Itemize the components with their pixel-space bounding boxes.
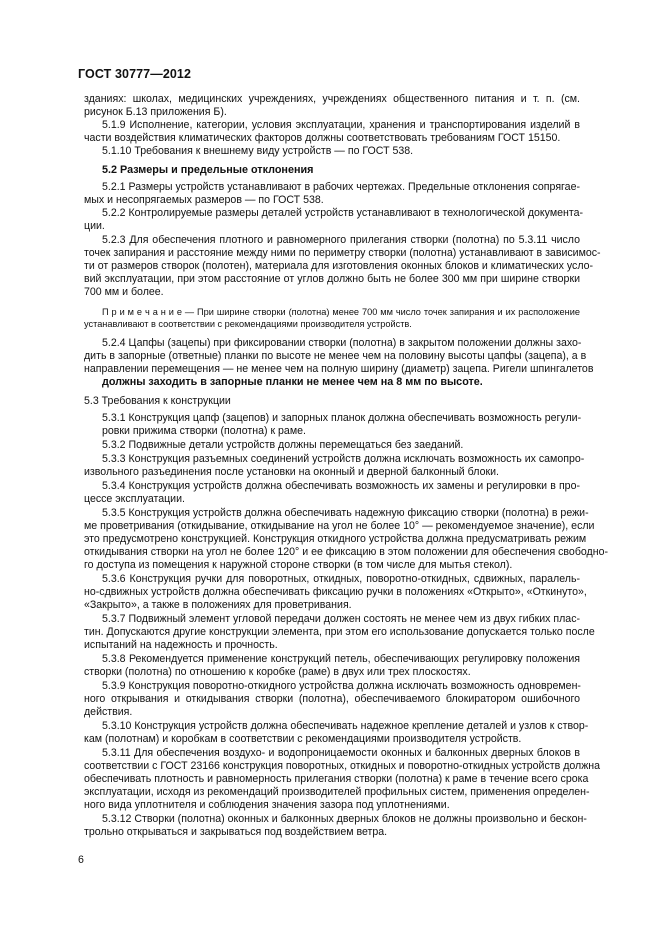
text-line: 5.3 Требования к конструкции — [84, 395, 231, 407]
text-line: откидывания створки на угол не более 120° и ее фиксацию в этом положении для обеспечения свободно- — [84, 546, 609, 558]
text-line: 700 мм и более. — [84, 286, 164, 298]
text-line: «Закрыто», а также в положениях для проветривания. — [84, 599, 352, 611]
text-line: но-сдвижных устройств должна обеспечивать фиксацию ручки в положениях «Открыто», «Откинуто», — [84, 586, 587, 598]
text-line: ме проветривания (откидывание, откидывание на угол не более 10° — рекомендуемое значение), если — [84, 520, 595, 532]
text-line: это предусмотрено конструкцией. Конструкция откидного устройства должна предусматривать режим — [84, 533, 587, 545]
text-line: части воздействия климатических факторов должны соответствовать требованиям ГОСТ 15150. — [84, 132, 561, 144]
text-line: 5.3.10 Конструкция устройств должна обеспечивать надежное крепление деталей и узлов к створ- — [102, 720, 589, 732]
text-line: эксплуатации, исходя из рекомендаций производителей профильных систем, применения определен- — [84, 786, 590, 798]
text-line: 5.3.1 Конструкция цапф (зацепов) и запорных планок должна обеспечивать возможность регули- — [102, 412, 582, 424]
note-line: устанавливают в соответствии с рекомендациями производителя устройств. — [84, 319, 412, 329]
text-line: 5.3.5 Конструкция устройств должна обеспечивать надежную фиксацию створки (полотна) в режи- — [102, 507, 589, 519]
text-line: 5.2.2 Контролируемые размеры деталей устройств устанавливают в технологической документа- — [102, 207, 584, 219]
text-line: испытаний на надежность и прочность. — [84, 639, 278, 651]
text-line: 5.1.10 Требования к внешнему виду устройств — по ГОСТ 538. — [102, 145, 414, 157]
text-line: 5.3.9 Конструкция поворотно-откидного устройства должна исключать возможность одновремен- — [102, 680, 581, 692]
text-line: 5.1.9 Исполнение, категории, условия эксплуатации, хранения и транспортирования изделий в — [102, 119, 580, 131]
text-line: зданиях: школах, медицинских учреждениях, учреждениях общественного питания и т. п. (см. — [84, 93, 580, 105]
note-line: П р и м е ч а н и е — При ширине створки (полотна) менее 700 мм число точек запирания и их расположение — [102, 307, 580, 317]
text-line: 5.3.7 Подвижный элемент угловой передачи должен состоять не менее чем из двух гибких плас- — [102, 613, 581, 625]
text-line: направлении перемещения — не менее чем на полную ширину (диаметр) зацепа. Ригели шпингалетов — [84, 363, 594, 375]
text-line: мых и несопрягаемых размеров — по ГОСТ 538. — [84, 194, 324, 206]
text-line: ного открывания и откидывания створки (полотна), обеспечиваемого блокиратором ошибочного — [84, 693, 580, 705]
text-line: 5.3.2 Подвижные детали устройств должны перемещаться без заеданий. — [102, 439, 464, 451]
text-line: ции. — [84, 220, 105, 232]
text-line: 5.3.3 Конструкция разъемных соединений устройств должна исключать возможность их самопро- — [102, 453, 585, 465]
text-line: створки (полотна) по отношению к коробке (раме) в двух или трех плоскостях. — [84, 666, 471, 678]
text-line: го доступа из помещения к наружной стороне створки (в том числе для мытья стекол). — [84, 559, 513, 571]
text-line: трольно открываться и закрываться под воздействием ветра. — [84, 826, 388, 838]
text-line: цессе эксплуатации. — [84, 493, 185, 505]
section-heading: 5.2 Размеры и предельные отклонения — [102, 164, 314, 176]
text-line: вий эксплуатации, при этом расстояние от углов должно быть не более 300 мм при ширине створки — [84, 273, 580, 285]
text-line: ровки прижима створки (полотна) к раме. — [102, 425, 306, 437]
text-line: 5.3.12 Створки (полотна) оконных и балконных дверных блоков не должны произвольно и бескон- — [102, 813, 587, 825]
section-heading: должны заходить в запорные планки не менее чем на 8 мм по высоте. — [102, 376, 483, 388]
text-line: ного вида уплотнителя и соблюдения значения зазора под уплотнениями. — [84, 799, 450, 811]
text-line: 5.2.1 Размеры устройств устанавливают в рабочих чертежах. Предельные отклонения сопрягае- — [102, 181, 580, 193]
text-line: рисунок Б.13 приложения Б). — [84, 106, 227, 118]
text-line: 5.3.11 Для обеспечения воздухо- и водопроницаемости оконных и балконных дверных блоков в — [102, 747, 580, 759]
text-line: тин. Допускаются другие конструкции элемента, при этом его использование допускается только после — [84, 626, 595, 638]
text-line: 5.3.4 Конструкция устройств должна обеспечивать возможность их замены и регулировки в про- — [102, 480, 580, 492]
text-line: 5.2.3 Для обеспечения плотного и равномерного прилегания створки (полотна) по 5.3.11 число — [102, 234, 580, 246]
text-line: 5.3.6 Конструкция ручки для поворотных, откидных, поворотно-откидных, сдвижных, паралель- — [102, 573, 580, 585]
page-header-code: ГОСТ 30777—2012 — [78, 67, 192, 81]
text-line: кам (полотнам) и коробкам в соответствии с рекомендациями производителя устройств. — [84, 733, 522, 745]
text-line: 5.2.4 Цапфы (зацепы) при фиксировании створки (полотна) в закрытом положении должны захо- — [102, 337, 582, 349]
text-line: ти от размеров створок (полотен), материала для изготовления оконных блоков и климатических усло- — [84, 260, 594, 272]
text-line: дить в запорные (ответные) планки по высоте не менее чем на половину высоты цапфы (зацепа), а в — [84, 350, 587, 362]
page-number: 6 — [78, 854, 84, 866]
text-line: соответствии с ГОСТ 23166 конструкция поворотных, откидных и поворотно-откидных устройств должна — [84, 760, 601, 772]
text-line: действия. — [84, 706, 133, 718]
text-line: извольного разъединения после установки на оконный и дверной балконный блоки. — [84, 466, 499, 478]
text-line: обеспечивать плотность и равномерность прилегания створки (полотна) к раме в течение всего срока — [84, 773, 589, 785]
text-line: 5.3.8 Рекомендуется применение конструкций петель, обеспечивающих регулировку положения — [102, 653, 580, 665]
text-line: точек запирания и расстояние между ними по периметру створки (полотна) устанавливают в зависимос- — [84, 247, 601, 259]
